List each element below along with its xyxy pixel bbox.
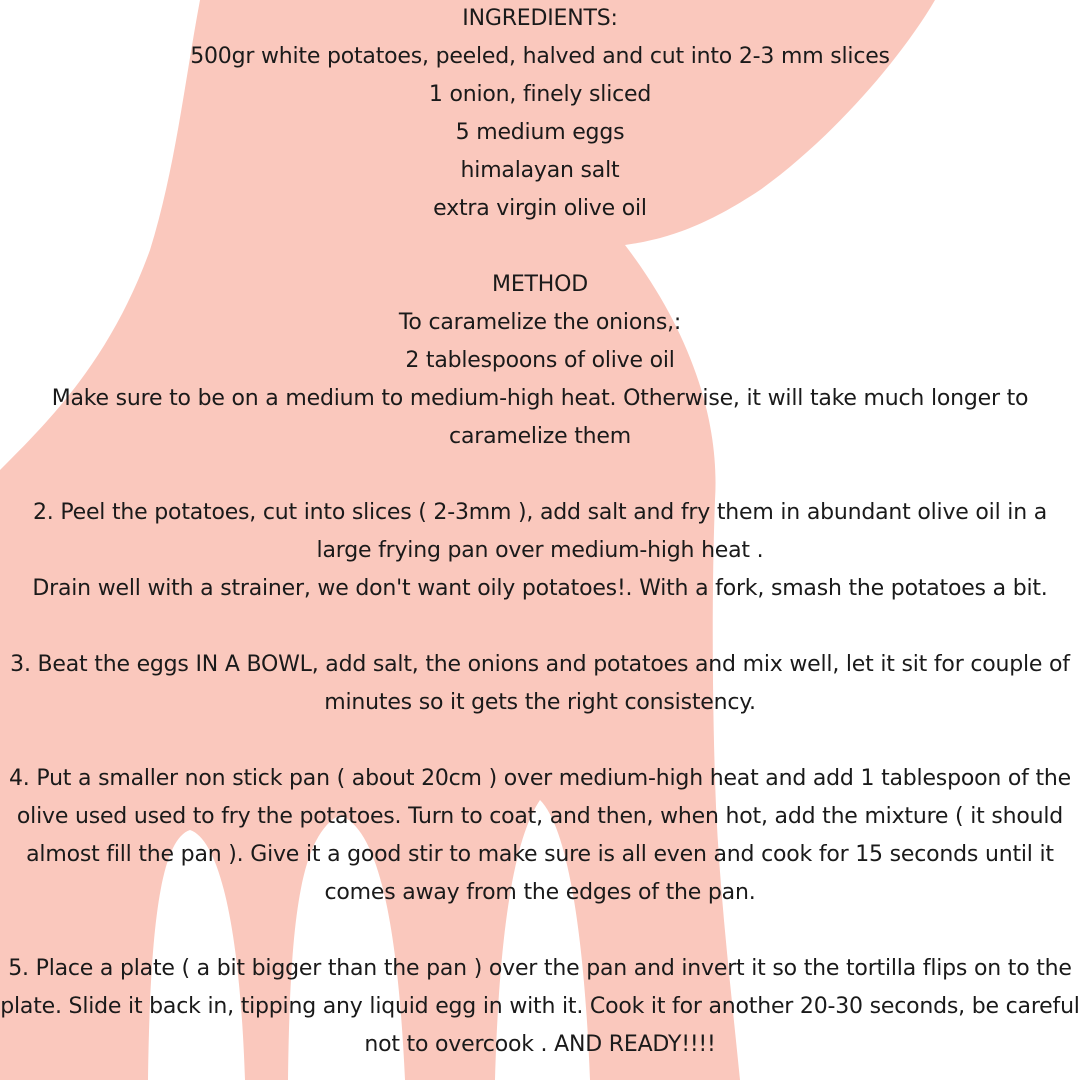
- spacer: [0, 912, 1080, 950]
- step-2: 2. Peel the potatoes, cut into slices ( 2-3mm ), add salt and fry them in abundant olive oil in a large frying pan over medium-high heat .: [32, 500, 1048, 563]
- spacer: [0, 456, 1080, 494]
- ingredients-section: [0, 0, 1080, 228]
- ingredient-item: 1 onion, finely sliced: [428, 82, 652, 107]
- ingredient-item: 5 medium eggs: [455, 120, 625, 145]
- spacer: [0, 608, 1080, 646]
- step-2-drain: Drain well with a strainer, we don't want oily potatoes!. With a fork, smash the potatoes a bit.: [32, 576, 1048, 601]
- method-heading: METHOD: [492, 272, 588, 297]
- step-3: 3. Beat the eggs IN A BOWL, add salt, the onions and potatoes and mix well, let it sit for couple of minutes so it gets the right consistency.: [10, 652, 1070, 715]
- caramelize-oil: 2 tablespoons of olive oil: [405, 348, 675, 373]
- ingredients-heading: INGREDIENTS:: [462, 6, 618, 31]
- caramelize-intro: To caramelize the onions,:: [398, 310, 682, 335]
- ingredient-item: extra virgin olive oil: [433, 196, 647, 221]
- step-4: 4. Put a smaller non stick pan ( about 20cm ) over medium-high heat and add 1 tablespoon of the olive used used to fry the potatoes. Turn to coat, and then, when hot, add the mixture ( it should almost fill the pan ). Give it a good stir to make sure is all even and cook for 15 seconds until it comes away from the edges of the pan.: [9, 766, 1071, 905]
- spacer: [0, 722, 1080, 760]
- spacer: [0, 228, 1080, 266]
- step-5: 5. Place a plate ( a bit bigger than the pan ) over the pan and invert it so the tortilla flips on to the plate. Slide it back in, tipping any liquid egg in with it. Cook it for another 20-30 seconds, be careful not to overcook . AND READY!!!!: [0, 956, 1080, 1057]
- ingredient-item: 500gr white potatoes, peeled, halved and cut into 2-3 mm slices: [190, 44, 890, 69]
- caramelize-tip: Make sure to be on a medium to medium-high heat. Otherwise, it will take much longer to caramelize them: [51, 386, 1029, 449]
- method-section: [0, 266, 1080, 1064]
- ingredient-item: himalayan salt: [460, 158, 620, 183]
